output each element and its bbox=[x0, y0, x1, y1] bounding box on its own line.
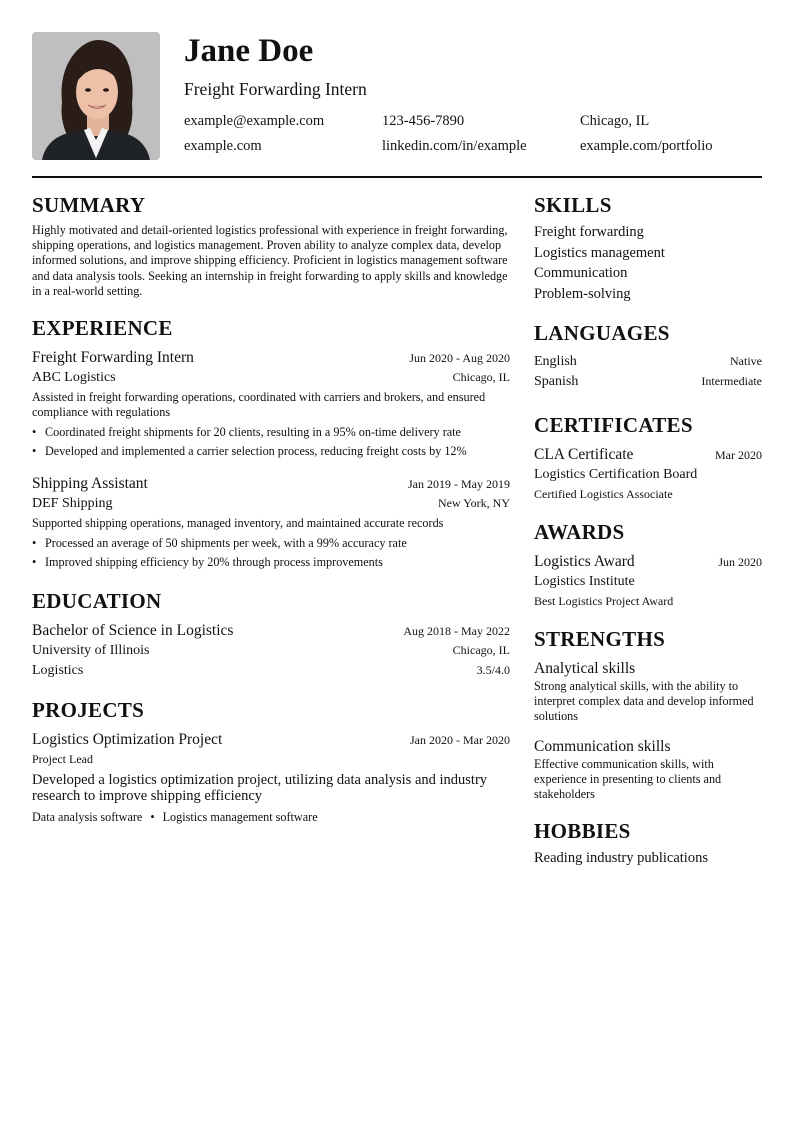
languages-heading: LANGUAGES bbox=[534, 321, 670, 345]
language-level: Native bbox=[730, 354, 762, 368]
job-role: Freight Forwarding Intern bbox=[32, 349, 194, 367]
languages-list bbox=[534, 352, 762, 392]
language-name: English bbox=[534, 354, 577, 369]
job-dates: Jan 2019 - May 2019 bbox=[408, 477, 510, 492]
left-column bbox=[32, 192, 510, 885]
projects-heading: PROJECTS bbox=[32, 698, 145, 723]
strength-name: Communication skills bbox=[534, 738, 671, 755]
language-level: Intermediate bbox=[701, 374, 762, 388]
skills-section bbox=[534, 192, 762, 304]
summary-heading: SUMMARY bbox=[32, 193, 146, 217]
project-entry bbox=[32, 729, 510, 826]
header-divider bbox=[32, 176, 762, 178]
project-name: Logistics Optimization Project bbox=[32, 731, 223, 749]
project-tag: Data analysis software bbox=[32, 810, 143, 825]
experience-entry bbox=[32, 473, 510, 572]
right-column bbox=[534, 192, 762, 885]
job-bullets bbox=[32, 534, 510, 572]
contact-portfolio[interactable]: example.com/portfolio bbox=[580, 138, 713, 154]
degree-name: Bachelor of Science in Logistics bbox=[32, 622, 234, 640]
job-company: ABC Logistics bbox=[32, 370, 116, 386]
job-dates: Jun 2020 - Aug 2020 bbox=[409, 351, 510, 366]
award-issuer: Logistics Institute bbox=[534, 574, 635, 589]
project-description: Developed a logistics optimization project, utilizing data analysis and industry research to improve shipping efficiency bbox=[32, 772, 488, 805]
job-location: New York, NY bbox=[437, 496, 510, 511]
skill-item: Problem-solving bbox=[534, 285, 631, 302]
candidate-title: Freight Forwarding Intern bbox=[184, 79, 367, 99]
contact-linkedin[interactable]: linkedin.com/in/example bbox=[382, 138, 527, 154]
hobbies-list bbox=[534, 848, 762, 869]
project-tags bbox=[32, 808, 510, 826]
strength-entry bbox=[534, 736, 762, 802]
education-section bbox=[32, 588, 510, 681]
project-tag: Logistics management software bbox=[162, 810, 318, 825]
skill-item: Logistics management bbox=[534, 244, 665, 261]
job-bullet: • Improved shipping efficiency by 20% through process improvements bbox=[32, 553, 510, 572]
resume-header bbox=[32, 32, 762, 160]
strength-description: Strong analytical skills, with the ability to interpret complex data and develop informed solutions bbox=[534, 679, 754, 723]
header-info bbox=[184, 32, 762, 160]
job-description: Assisted in freight forwarding operations, coordinated with carriers and brokers, and ensured compliance with regulations bbox=[32, 390, 486, 420]
project-role: Project Lead bbox=[32, 752, 93, 767]
language-row bbox=[534, 372, 762, 392]
skill-item: Communication bbox=[534, 265, 628, 281]
resume-body bbox=[32, 192, 762, 885]
certificate-entry bbox=[534, 444, 762, 503]
school-location: Chicago, IL bbox=[452, 643, 510, 658]
job-bullet: • Processed an average of 50 shipments per week, with a 99% accuracy rate bbox=[32, 534, 510, 553]
job-bullet: • Developed and implemented a carrier selection process, reducing freight costs by 12% bbox=[32, 442, 510, 461]
job-bullets bbox=[32, 423, 510, 461]
profile-photo bbox=[32, 32, 160, 160]
strengths-section bbox=[534, 626, 762, 802]
summary-text: Highly motivated and detail-oriented logistics professional with experience in freight forwarding, shipping operations, and logistics management. Proven ability to analyze complex data, develop informed solutions, and improve shipping efficiency. Proficient in logistics management software and data analysis tools. Seeking an internship in freight forwarding to apply skills and knowledge in a real-world setting. bbox=[32, 223, 508, 298]
education-field: Logistics bbox=[32, 663, 84, 679]
projects-section bbox=[32, 697, 510, 826]
hobby-item: Reading industry publications bbox=[534, 850, 708, 866]
experience-section bbox=[32, 315, 510, 572]
education-dates: Aug 2018 - May 2022 bbox=[403, 624, 510, 639]
award-name: Logistics Award bbox=[534, 553, 635, 570]
hobbies-section bbox=[534, 818, 762, 869]
skill-item: Freight forwarding bbox=[534, 224, 644, 240]
certificate-issuer: Logistics Certification Board bbox=[534, 467, 698, 482]
job-role: Shipping Assistant bbox=[32, 475, 148, 493]
school-name: University of Illinois bbox=[32, 643, 150, 659]
award-detail: Best Logistics Project Award bbox=[534, 594, 674, 608]
awards-section bbox=[534, 519, 762, 610]
award-date: Jun 2020 bbox=[718, 555, 762, 569]
candidate-name: Jane Doe bbox=[184, 33, 314, 69]
certificates-section bbox=[534, 412, 762, 503]
awards-heading: AWARDS bbox=[534, 520, 625, 544]
job-description: Supported shipping operations, managed inventory, and maintained accurate records bbox=[32, 516, 444, 531]
experience-entry bbox=[32, 347, 510, 461]
tag-separator: • bbox=[150, 810, 155, 825]
contact-grid bbox=[184, 109, 762, 159]
contact-website[interactable]: example.com bbox=[184, 138, 262, 154]
profile-photo-image bbox=[32, 32, 160, 160]
certificate-name: CLA Certificate bbox=[534, 446, 634, 463]
language-name: Spanish bbox=[534, 374, 579, 389]
award-entry bbox=[534, 551, 762, 610]
skills-heading: SKILLS bbox=[534, 193, 612, 217]
strength-name: Analytical skills bbox=[534, 660, 636, 677]
language-row bbox=[534, 352, 762, 372]
job-bullet: • Coordinated freight shipments for 20 clients, resulting in a 95% on-time delivery rate bbox=[32, 423, 510, 442]
languages-section bbox=[534, 320, 762, 392]
certificates-heading: CERTIFICATES bbox=[534, 413, 693, 437]
skills-list bbox=[534, 222, 762, 304]
strength-description: Effective communication skills, with experience in presenting to clients and stakeholders bbox=[534, 757, 722, 801]
job-location: Chicago, IL bbox=[452, 370, 510, 385]
contact-location: Chicago, IL bbox=[580, 113, 650, 129]
education-entry bbox=[32, 620, 510, 681]
experience-heading: EXPERIENCE bbox=[32, 316, 173, 341]
summary-section bbox=[32, 192, 510, 299]
hobbies-heading: HOBBIES bbox=[534, 819, 631, 843]
certificate-date: Mar 2020 bbox=[715, 448, 762, 462]
strengths-heading: STRENGTHS bbox=[534, 627, 666, 651]
contact-phone[interactable]: 123-456-7890 bbox=[382, 113, 465, 129]
project-dates: Jan 2020 - Mar 2020 bbox=[410, 733, 510, 748]
job-company: DEF Shipping bbox=[32, 496, 113, 512]
contact-email[interactable]: example@example.com bbox=[184, 113, 325, 129]
strength-entry bbox=[534, 658, 762, 724]
education-gpa: 3.5/4.0 bbox=[476, 663, 510, 678]
education-heading: EDUCATION bbox=[32, 589, 162, 614]
certificate-detail: Certified Logistics Associate bbox=[534, 487, 673, 501]
